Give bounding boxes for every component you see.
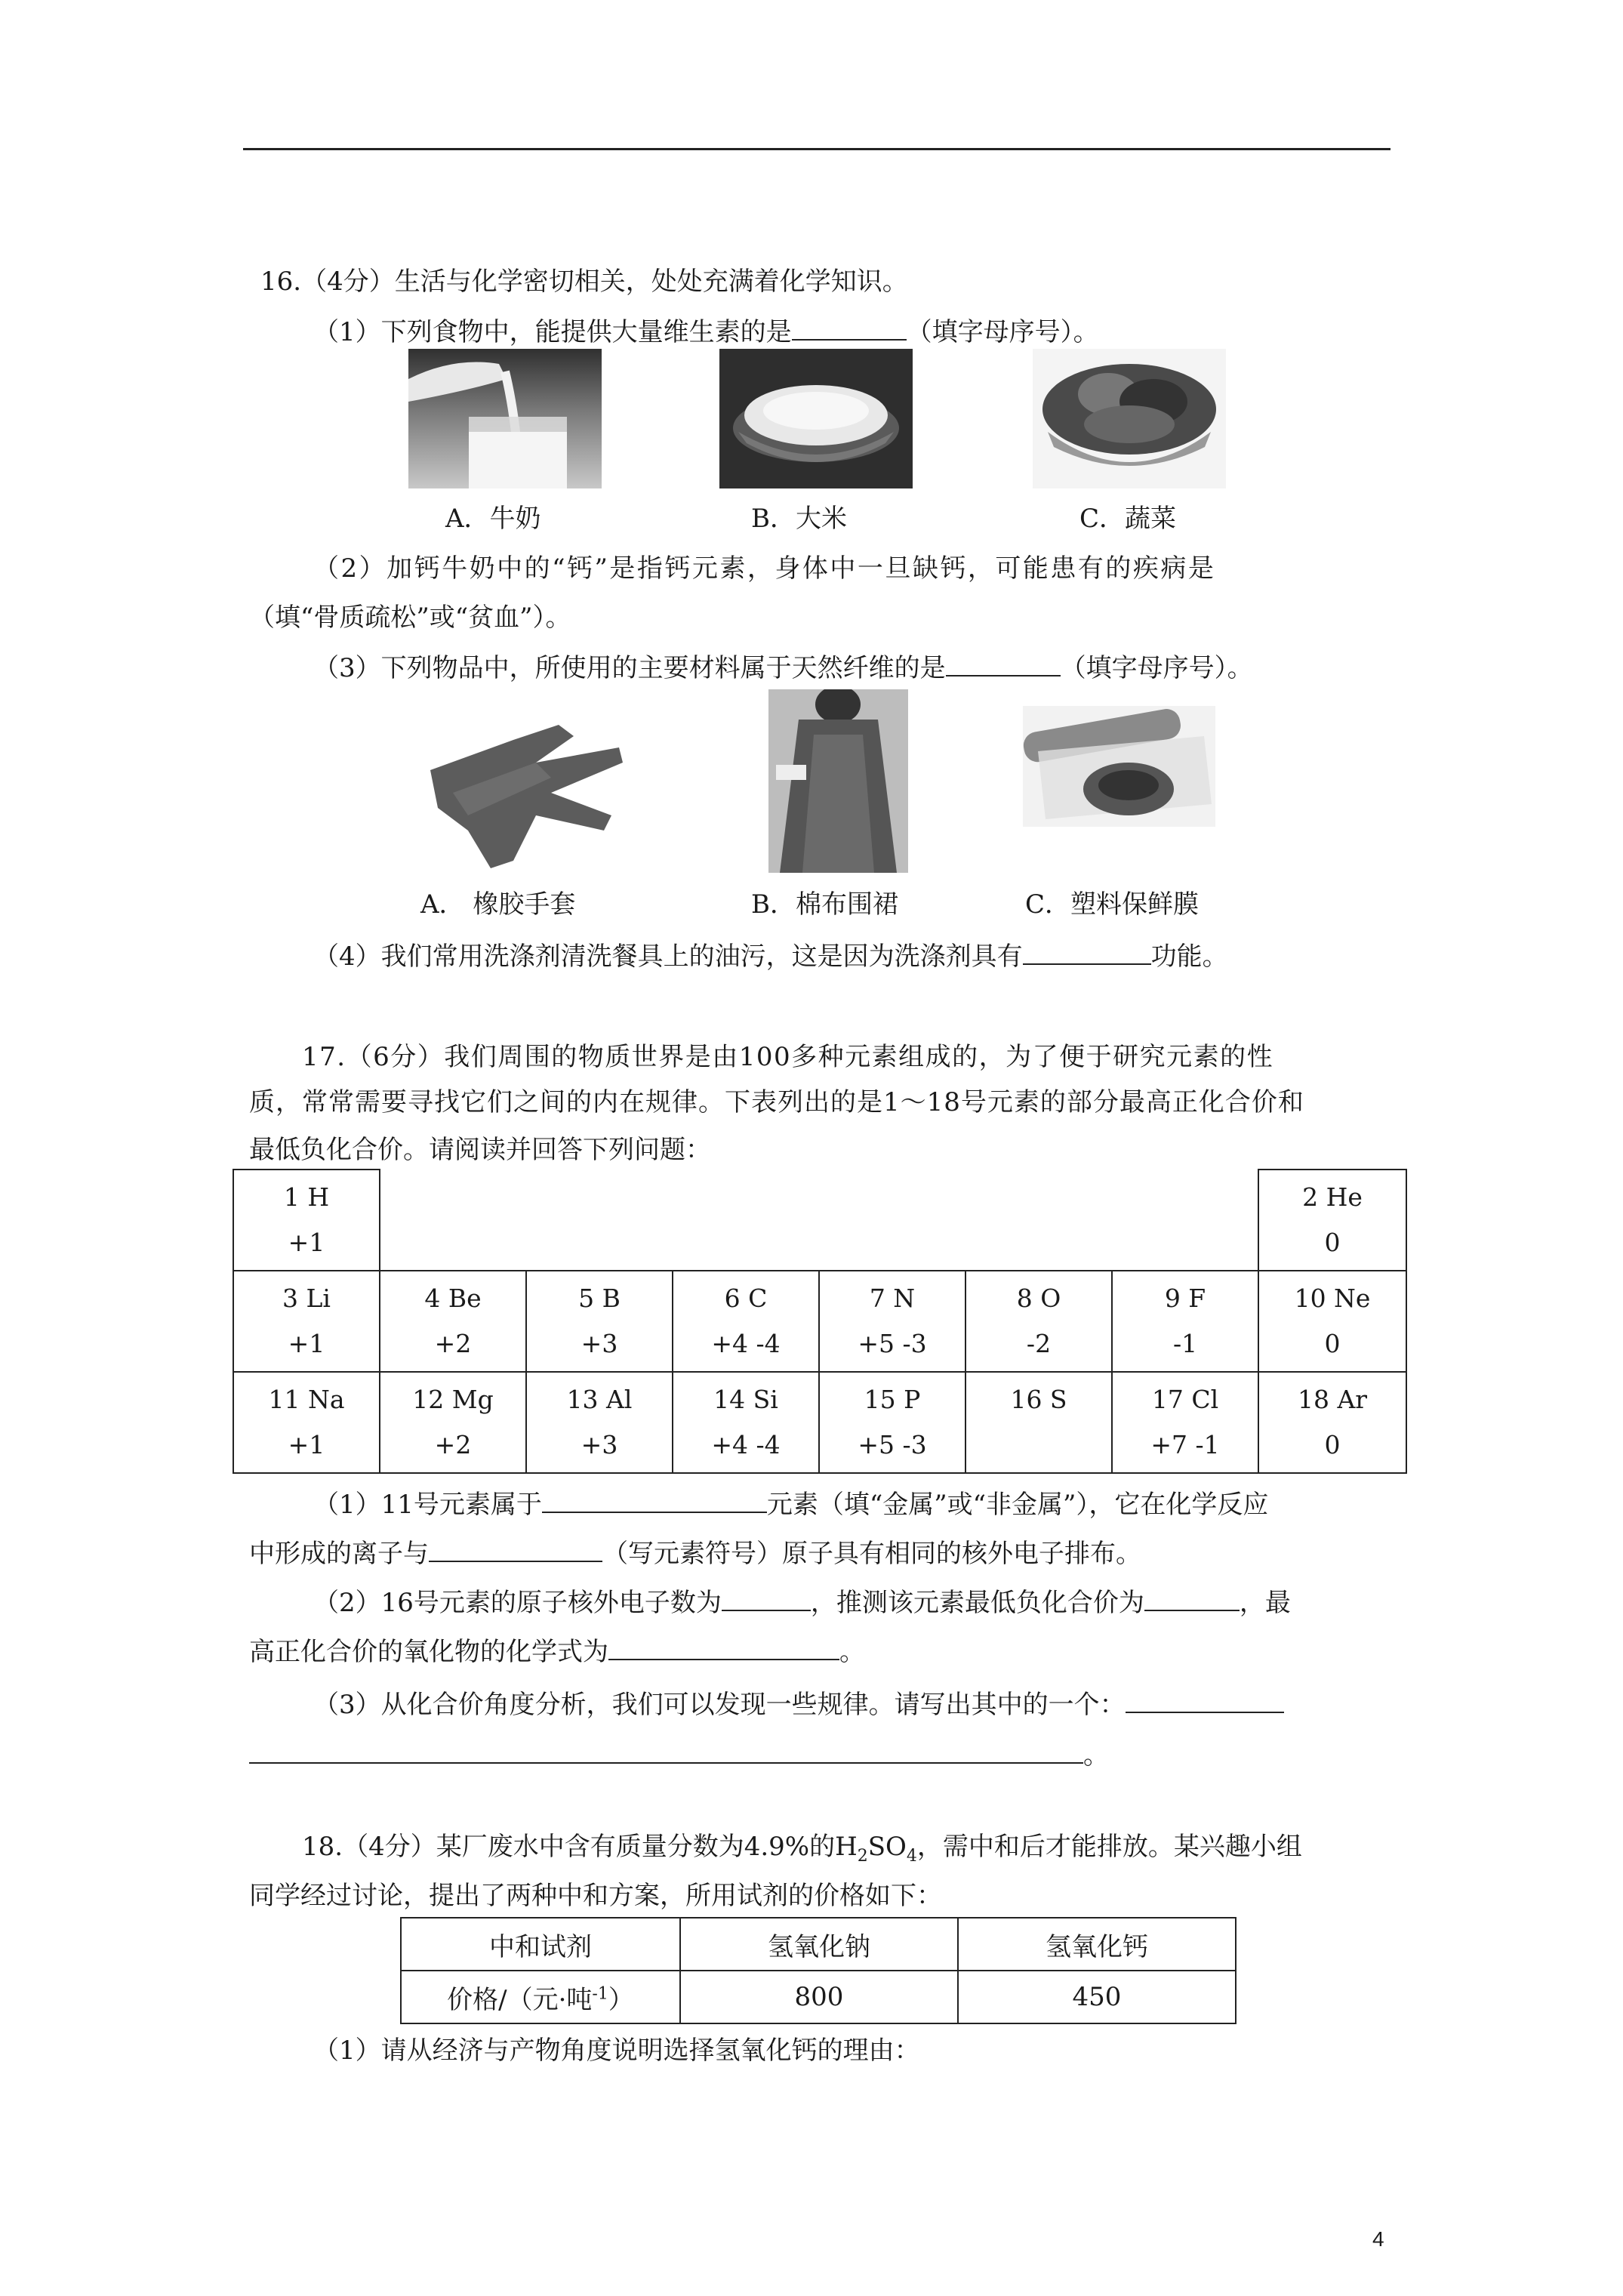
element-cell: 9 F -1	[1112, 1271, 1258, 1372]
q17-part1-blank2[interactable]	[429, 1535, 602, 1562]
q17-part1-text: （1）11号元素属于	[313, 1490, 542, 1520]
q17-part1-line1	[313, 1486, 1268, 1522]
q16-part1-tail: （填字母序号）。	[906, 317, 1099, 347]
element-cell: 3 Li +1	[233, 1271, 380, 1372]
q18-line2: 同学经过讨论，提出了两种中和方案，所用试剂的价格如下：	[249, 1881, 942, 1911]
price-header-caoh2: 氢氧化钙	[958, 1918, 1236, 1971]
q17-part2-blank1[interactable]	[722, 1584, 811, 1611]
header-rule	[243, 148, 1390, 150]
q17-part2-text3: ，最	[1239, 1588, 1291, 1618]
q16-part4	[313, 938, 1228, 974]
q16-part3-blank[interactable]	[946, 649, 1061, 676]
q17-part3-blank2[interactable]	[249, 1737, 1083, 1764]
element-cell: 18 Ar 0	[1258, 1372, 1406, 1473]
element-cell: 13 Al +3	[526, 1372, 673, 1473]
price-row-label: 价格/（元·吨$^{-1}$）	[401, 1971, 680, 2023]
q17-part2-blank2[interactable]	[1144, 1584, 1240, 1611]
item-label-a: A． 橡胶手套	[420, 889, 576, 920]
cotton-apron-photo	[768, 689, 908, 873]
q16-part3	[313, 649, 1253, 686]
q17-part1-text4: （写元素符号）原子具有相同的核外电子排布。	[602, 1539, 1141, 1569]
element-cell: 11 Na +1	[233, 1372, 380, 1473]
q18-part1: （1）请从经济与产物角度说明选择氢氧化钙的理由：	[313, 2036, 920, 2066]
q16-part2-line2: （填“骨质疏松”或“贫血”）。	[249, 603, 571, 633]
item-label-c: C．塑料保鲜膜	[1025, 889, 1200, 920]
q18-line1-text: 18.（4分）某厂废水中含有质量分数为4.9%的H	[302, 1832, 858, 1862]
q16-part1-text: （1）下列食物中，能提供大量维生素的是	[313, 317, 792, 347]
element-cell: 17 Cl +7 -1	[1112, 1372, 1258, 1473]
price-naoh: 800	[680, 1971, 958, 2023]
element-cell: 12 Mg +2	[380, 1372, 526, 1473]
element-cell: 16 S	[965, 1372, 1112, 1473]
q16-part1-blank[interactable]	[792, 313, 907, 341]
rubber-glove-photo	[423, 717, 627, 876]
price-header-reagent: 中和试剂	[401, 1918, 680, 1971]
q16-part1	[313, 313, 1099, 350]
food-label-a: A．牛奶	[445, 504, 541, 534]
element-cell: 4 Be +2	[380, 1271, 526, 1372]
q17-part1-blank1[interactable]	[542, 1486, 767, 1513]
element-cell: 10 Ne 0	[1258, 1271, 1406, 1372]
food-label-b: B．大米	[751, 504, 847, 534]
plastic-wrap-photo	[1023, 706, 1215, 827]
subscript-4: 4	[906, 1846, 917, 1866]
q17-part1-line2	[249, 1535, 1141, 1571]
q17-part1-text2: 元素（填“金属”或“非金属”），它在化学反应	[766, 1490, 1269, 1520]
q17-part3-blank1[interactable]	[1126, 1686, 1284, 1713]
element-cell: 7 N +5 -3	[819, 1271, 965, 1372]
element-cell: 14 Si +4 -4	[673, 1372, 819, 1473]
element-cell: 8 O -2	[965, 1271, 1112, 1372]
q17-line2: 质，常常需要寻找它们之间的内在规律。下表列出的是1～18号元素的部分最高正化合价和	[249, 1087, 1304, 1117]
element-cell: 2 He 0	[1258, 1170, 1406, 1271]
q17-part2-line2	[249, 1633, 865, 1669]
element-cell: 15 P +5 -3	[819, 1372, 965, 1473]
element-cell: 1 H +1	[233, 1170, 380, 1271]
q16-part3-tail: （填字母序号）。	[1060, 653, 1253, 683]
valence-table	[233, 1169, 1407, 1474]
q16-part4-blank[interactable]	[1023, 938, 1151, 965]
reagent-price-table	[400, 1917, 1236, 2024]
q17-part2-line1	[313, 1584, 1291, 1620]
element-cell: 5 B +3	[526, 1271, 673, 1372]
q18-line1	[302, 1829, 1302, 1874]
q17-line1: 17.（6分）我们周围的物质世界是由100多种元素组成的，为了便于研究元素的性	[302, 1042, 1274, 1072]
price-caoh2: 450	[958, 1971, 1236, 2023]
page-number: 4	[1372, 2227, 1384, 2251]
q17-line3: 最低负化合价。请阅读并回答下列问题：	[249, 1135, 711, 1165]
q17-part2-text2: ，推测该元素最低负化合价为	[810, 1588, 1144, 1618]
item-label-b: B．棉布围裙	[751, 889, 898, 920]
vegetable-bowl-photo	[1033, 349, 1226, 488]
milk-glass-photo	[408, 349, 602, 488]
q17-part3-text: （3）从化合价角度分析，我们可以发现一些规律。请写出其中的一个：	[313, 1690, 1126, 1720]
price-header-naoh: 氢氧化钠	[680, 1918, 958, 1971]
q17-part2-text4: 高正化合价的氧化物的化学式为	[249, 1637, 608, 1667]
q16-part3-text: （3）下列物品中，所使用的主要材料属于天然纤维的是	[313, 653, 946, 683]
q17-part2-text: （2）16号元素的原子核外电子数为	[313, 1588, 722, 1618]
q17-part2-blank3[interactable]	[608, 1633, 839, 1660]
subscript-2: 2	[857, 1846, 868, 1866]
q16-part4-text: （4）我们常用洗涤剂清洗餐具上的油污，这是因为洗涤剂具有	[313, 942, 1023, 972]
rice-bowl-photo	[719, 349, 913, 488]
q16-title: 16.（4分）生活与化学密切相关，处处充满着化学知识。	[260, 267, 908, 297]
q17-part3-end: 。	[1083, 1740, 1109, 1771]
element-cell: 6 C +4 -4	[673, 1271, 819, 1372]
empty-span	[380, 1170, 1258, 1271]
q18-line1-text2: ，需中和后才能排放。某兴趣小组	[916, 1832, 1302, 1862]
q17-part3-line2	[249, 1737, 1109, 1773]
q17-part3-line1	[313, 1686, 1284, 1722]
food-label-c: C．蔬菜	[1079, 504, 1177, 534]
q17-part1-text3: 中形成的离子与	[249, 1539, 429, 1569]
q16-part2-line1: （2）加钙牛奶中的“钙”是指钙元素，身体中一旦缺钙，可能患有的疾病是	[313, 553, 1216, 584]
q17-part2-text5: 。	[839, 1637, 865, 1667]
q16-part4-tail: 功能。	[1150, 942, 1228, 972]
q18-formula-so: SO	[867, 1832, 907, 1862]
